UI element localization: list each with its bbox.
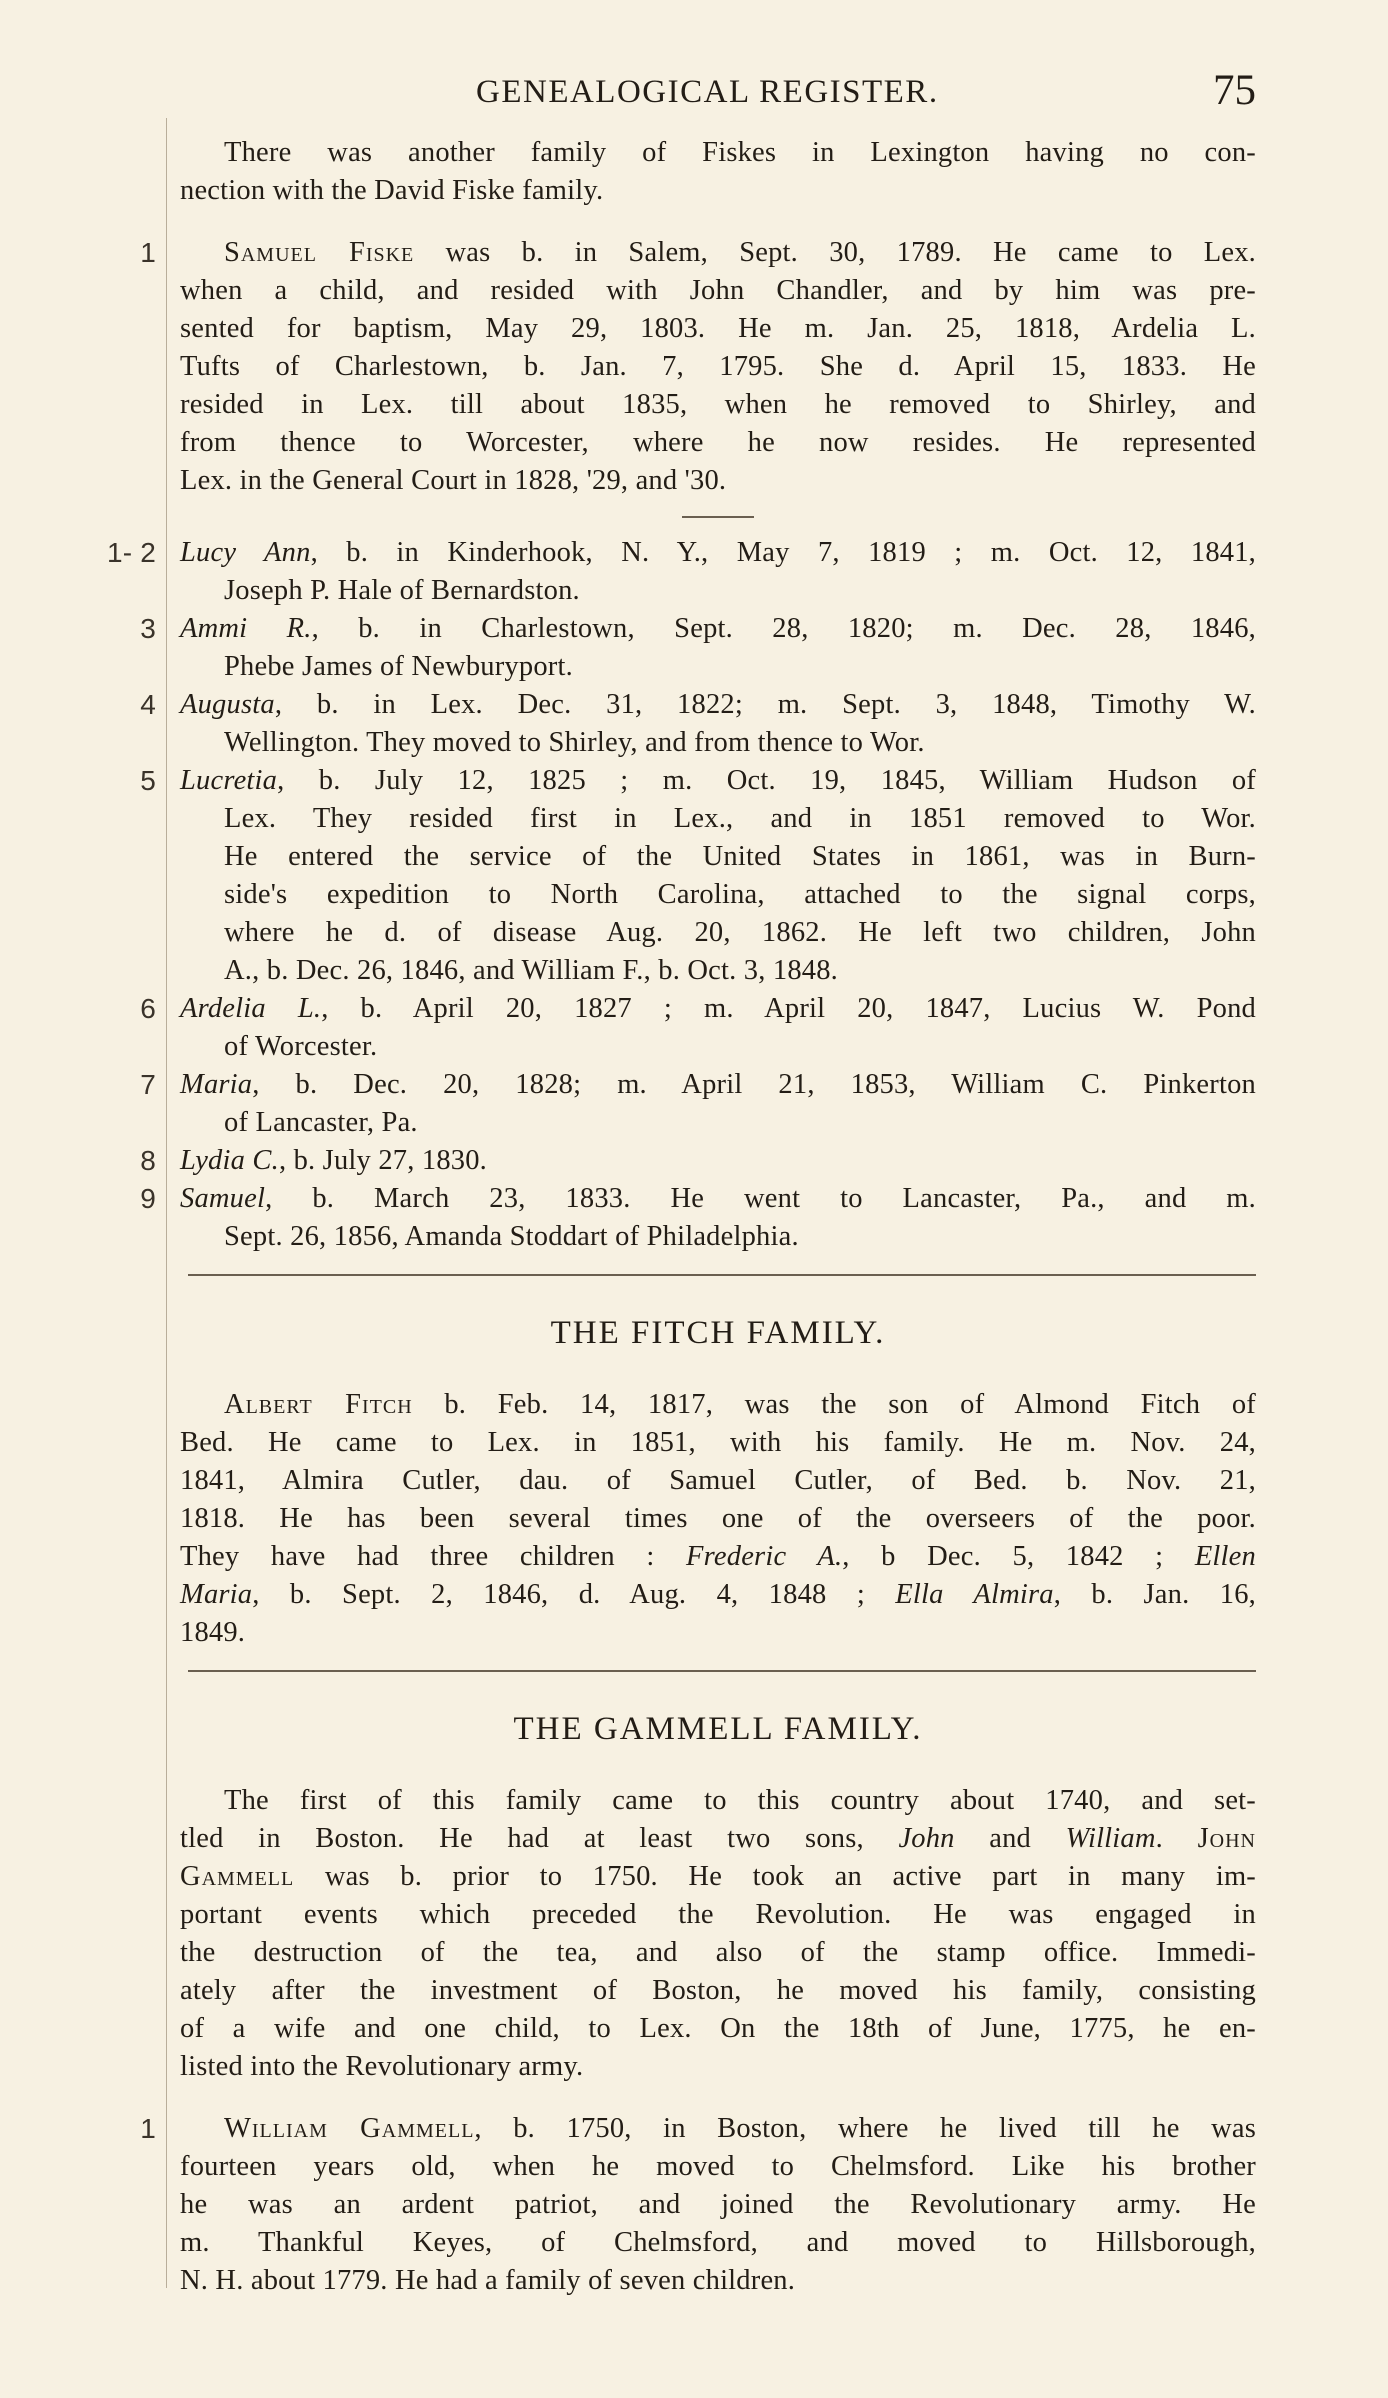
entry-text: , b. Jan. 16,	[1053, 1579, 1256, 1610]
entry-text: , b. in Lex. Dec. 31, 1822; m. Sept. 3, 1848, Timothy W.	[274, 689, 1256, 720]
william-gammell-line	[140, 2110, 1256, 2148]
person-name-italic: John	[898, 1823, 955, 1854]
entry-text: , b. July 27, 1830.	[278, 1145, 487, 1176]
fitch-line: Bed. He came to Lex. in 1851, with his family. He m. Nov. 24,	[180, 1427, 1256, 1458]
section-heading-gammell: THE GAMMELL FAMILY.	[513, 1711, 923, 1747]
entry-text: , b. in Kinderhook, N. Y., May 7, 1819 ; m. Oct. 12, 1841,	[310, 537, 1256, 568]
child-name: Samuel	[180, 1183, 266, 1214]
fitch-line	[180, 1386, 1256, 1424]
entry-number: 5	[140, 765, 156, 796]
child-entry-line	[140, 762, 1256, 800]
entry-number: 6	[140, 993, 156, 1024]
person-name: Albert Fitch	[224, 1389, 413, 1420]
gammell-line	[180, 1858, 1256, 1896]
gammell-line: the destruction of the tea, and also of the stamp office. Immedi-	[180, 1937, 1256, 1968]
child-name: Ella Almira	[895, 1579, 1054, 1610]
child-entry-line: where he d. of disease Aug. 20, 1862. He left two children, John	[224, 917, 1256, 948]
child-name: Lucretia	[180, 765, 278, 796]
person-name: William Gammell	[224, 2113, 475, 2144]
gammell-line: listed into the Revolutionary army.	[180, 2051, 584, 2082]
section-divider	[188, 1274, 1256, 1276]
page-body	[106, 134, 1257, 2300]
entry-text: , b. July 12, 1825 ; m. Oct. 19, 1845, William Hudson of	[277, 765, 1256, 796]
child-entry-line: side's expedition to North Carolina, attached to the signal corps,	[224, 879, 1256, 910]
child-entry-line: A., b. Dec. 26, 1846, and William F., b. Oct. 3, 1848.	[224, 955, 838, 986]
entry-text: They have had three children :	[180, 1541, 687, 1572]
gammell-line: portant events which preceded the Revolution. He was engaged in	[180, 1899, 1256, 1930]
intro-line: There was another family of Fiskes in Lexington having no con-	[224, 137, 1256, 168]
child-name: Lucy Ann	[180, 537, 311, 568]
child-entry-line	[140, 610, 1256, 648]
person-name: Gammell	[180, 1861, 295, 1892]
entry-text: , b. March 23, 1833. He went to Lancaster, Pa., and m.	[265, 1183, 1256, 1214]
gammell-line: of a wife and one child, to Lex. On the 18th of June, 1775, he en-	[180, 2013, 1256, 2044]
william-gammell-line: m. Thankful Keyes, of Chelmsford, and moved to Hillsborough,	[180, 2227, 1256, 2258]
person-name: John	[1197, 1823, 1256, 1854]
child-entry-line: He entered the service of the United States in 1861, was in Burn-	[224, 841, 1256, 872]
child-entry-line: Joseph P. Hale of Bernardston.	[224, 575, 580, 606]
child-entry-line: of Worcester.	[224, 1031, 378, 1062]
person-name-italic: William	[1065, 1823, 1156, 1854]
child-name: Maria	[180, 1579, 253, 1610]
spacer	[180, 2086, 1256, 2110]
short-divider	[682, 516, 754, 518]
child-entry-line: Sept. 26, 1856, Amanda Stoddart of Philadelphia.	[224, 1221, 799, 1252]
entry-number: 1- 2	[106, 537, 156, 568]
samuel-fiske-line: Lex. in the General Court in 1828, '29, and '30.	[180, 465, 727, 496]
spacer	[180, 210, 1256, 234]
gammell-line: ately after the investment of Boston, he moved his family, consisting	[180, 1975, 1256, 2006]
page-header	[176, 66, 1256, 116]
child-name: Frederic A.	[686, 1541, 843, 1572]
child-entry-line	[106, 534, 1256, 572]
fitch-line	[180, 1538, 1256, 1576]
child-name: Lydia C.	[180, 1145, 279, 1176]
entry-number: 1	[140, 237, 156, 268]
entry-text: , b. Dec. 20, 1828; m. April 21, 1853, William C. Pinkerton	[252, 1069, 1256, 1100]
entry-text: was b. in Salem, Sept. 30, 1789. He came to Lex.	[414, 237, 1257, 268]
child-name: Ellen	[1194, 1541, 1256, 1572]
child-entry-line	[140, 686, 1256, 724]
child-entry-line	[140, 1180, 1256, 1218]
entry-number: 4	[140, 689, 156, 720]
fitch-line: 1818. He has been several times one of the overseers of the poor.	[180, 1503, 1256, 1534]
samuel-fiske-line: resided in Lex. till about 1835, when he removed to Shirley, and	[180, 389, 1256, 420]
samuel-fiske-line: sented for baptism, May 29, 1803. He m. Jan. 25, 1818, Ardelia L.	[180, 313, 1256, 344]
entry-text: b. Feb. 14, 1817, was the son of Almond Fitch of	[412, 1389, 1256, 1420]
margin-rule	[166, 118, 167, 2288]
entry-number: 1	[140, 2113, 156, 2144]
child-entry-line: Phebe James of Newburyport.	[224, 651, 573, 682]
child-name: Ardelia L.	[180, 993, 322, 1024]
entry-text: , b. April 20, 1827 ; m. April 20, 1847, Lucius W. Pond	[321, 993, 1256, 1024]
entry-number: 7	[140, 1069, 156, 1100]
entry-text: , b. 1750, in Boston, where he lived till he was	[474, 2113, 1256, 2144]
william-gammell-line: he was an ardent patriot, and joined the Revolutionary army. He	[180, 2189, 1256, 2220]
entry-text: tled in Boston. He had at least two sons,	[180, 1823, 899, 1854]
children-list	[106, 534, 1256, 1256]
samuel-fiske-line: when a child, and resided with John Chandler, and by him was pre-	[180, 275, 1256, 306]
entry-text: , b. in Charlestown, Sept. 28, 1820; m. Dec. 28, 1846,	[311, 613, 1256, 644]
gammell-line: The first of this family came to this country about 1740, and set-	[224, 1785, 1256, 1816]
person-name: Samuel Fiske	[224, 237, 415, 268]
page-number: 75	[1213, 67, 1256, 114]
fitch-line: 1841, Almira Cutler, dau. of Samuel Cutler, of Bed. b. Nov. 21,	[180, 1465, 1256, 1496]
running-title: GENEALOGICAL REGISTER.	[476, 74, 939, 110]
samuel-fiske-line: from thence to Worcester, where he now resides. He represented	[180, 427, 1256, 458]
william-gammell-line: fourteen years old, when he moved to Chelmsford. Like his brother	[180, 2151, 1256, 2182]
william-gammell-line: N. H. about 1779. He had a family of seven children.	[180, 2265, 796, 2296]
section-heading-fitch: THE FITCH FAMILY.	[550, 1315, 886, 1351]
entry-text: and	[954, 1823, 1066, 1854]
samuel-fiske-line	[140, 234, 1257, 272]
samuel-fiske-line: Tufts of Charlestown, b. Jan. 7, 1795. She d. April 15, 1833. He	[180, 351, 1256, 382]
entry-text: was b. prior to 1750. He took an active part in many im-	[294, 1861, 1256, 1892]
entry-number: 8	[140, 1145, 156, 1176]
child-entry-line	[140, 1142, 1256, 1180]
section-divider	[188, 1670, 1256, 1672]
child-entry-line	[140, 990, 1256, 1028]
child-entry-line: Lex. They resided first in Lex., and in 1851 removed to Wor.	[224, 803, 1256, 834]
fitch-line	[180, 1576, 1256, 1614]
child-name: Ammi R.	[180, 613, 312, 644]
entry-text: , b Dec. 5, 1842 ;	[842, 1541, 1195, 1572]
child-entry-line	[140, 1066, 1256, 1104]
entry-number: 3	[140, 613, 156, 644]
entry-text: , b. Sept. 2, 1846, d. Aug. 4, 1848 ;	[252, 1579, 896, 1610]
child-name: Augusta	[180, 689, 275, 720]
entry-text: .	[1155, 1823, 1198, 1854]
child-entry-line: Wellington. They moved to Shirley, and from thence to Wor.	[224, 727, 925, 758]
child-name: Maria	[180, 1069, 253, 1100]
entry-number: 9	[140, 1183, 156, 1214]
intro-line: nection with the David Fiske family.	[180, 175, 604, 206]
gammell-line	[180, 1820, 1256, 1858]
child-entry-line: of Lancaster, Pa.	[224, 1107, 418, 1138]
fitch-line: 1849.	[180, 1617, 246, 1648]
